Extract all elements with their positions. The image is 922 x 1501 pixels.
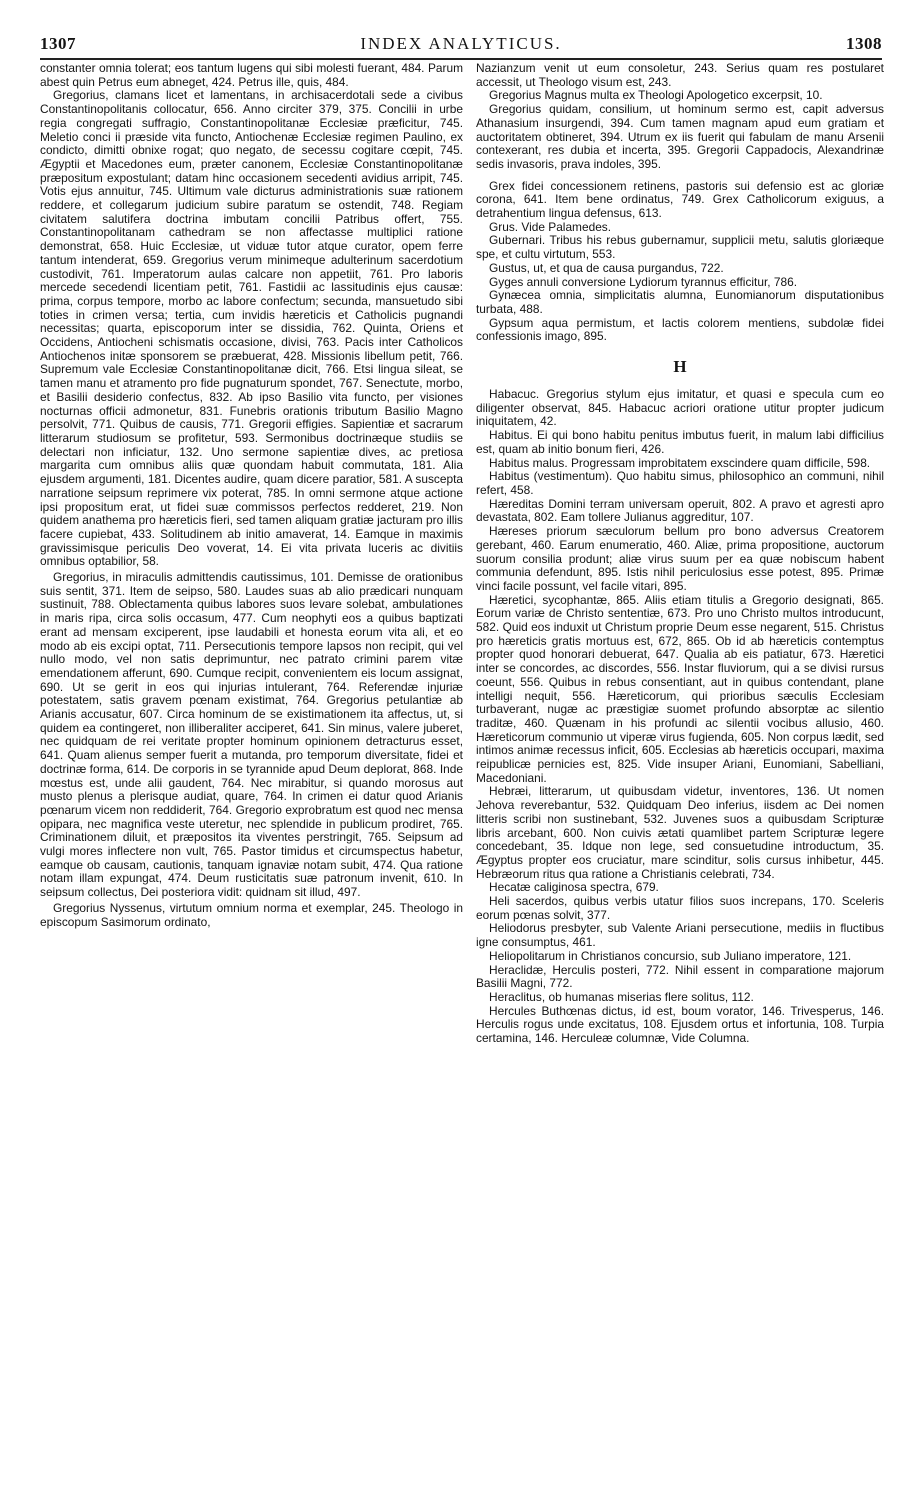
right-column [476,62,884,1046]
index-entry: Hæretici, sycophantæ, 865. Aliis etiam titulis a Gregorio designati, 865. Eorum variæ de Christo sententiæ, 673. Pro uno Christo multos introducunt, 582. Quid eos induxit ut Christum proprie Deum esse negarent, 515. Christus pro hæreticis gratis mortuus est, 672, 865. Ob id ab hæreticis contemptus propter quod honorari debuerat, 647. Qualia ab eis patiatur, 673. Hæretici inter se concordes, ac discordes, 556. Instar fluviorum, qui a se divisi rursus coeunt, 556. Quibus in rebus consentiant, aut in quibus contendant, plane intelligi nequit, 556. Hæreticorum, qui prioribus sæculis Ecclesiam turbaverant, nugæ ac præstigiæ suomet profundo absorptæ ac silentio traditæ, 460. Quænam in his profundi ac silentii vocibus allusio, 460. Hæreticorum communio ut viperæ virus fugienda, 605. Non corpus lædit, sed intimos animæ recessus inficit, 605. Ecclesias ab hæreticis occupari, maxima reipublicæ pernicies est, 825. Vide insuper Ariani, Eunomiani, Sabelliani, Macedoniani. [476,592,884,785]
index-entry: Heraclitus, ob humanas miserias flere solitus, 112. [489,990,754,1004]
index-entry: Hebræi, litterarum, ut quibusdam videtur, inventores, 136. Ut nomen Jehova reverebantur, 532. Quidquam Deo inferius, iisdem ac Dei nomen litteris scribi non sustinebant, 532. Juvenes suos a quibusdam Scripturæ libris arcebant, 600. Non cuivis ætati quamlibet partem Scripturæ legere concedebant, 35. Idque non lege, sed consuetudine introductum, 35. Ægyptus propter eos cruciatur, mare scinditur, solis cursus inhibetur, 445. Hebræorum ritus qua ratione a Christianis celebrati, 734. [476,784,884,881]
index-entry: Grus. Vide Palamedes. [489,219,612,234]
index-entry: Habitus malus. Progressam improbitatem exscindere quam difficile, 598. [489,455,871,470]
index-entry: Nazianzum venit ut eum consoletur, 243. Serius quam res postularet accessit, ut Theologo visum est, 243. [476,61,884,89]
index-entry: Heliopolitarum in Christianos concursio, sub Juliano imperatore, 121. [489,948,852,963]
index-entry: Habitus (vestimentum). Quo habitu simus, philosophico an communi, nihil refert, 458. [476,469,884,497]
index-entry: Habacuc. Gregorius stylum ejus imitatur, et quasi e specula cum eo diligenter observat, 845. Habacuc acriori oratione utitur propter judicum iniquitatem, 42. [476,387,884,429]
index-entry: Gregorius quidam, consilium, ut hominum sermo est, capit adversus Athanasium insurgendi, 394. Cum tamen magnam apud eum gratiam et auctoritatem obtineret, 394. Utrum ex iis fuerit qui fabulam de manu Arsenii contexerant, res dubia et incerta, 395. Gregorii Cappadocis, Alexandrinæ sedis invasoris, prava indoles, 395. [476,102,884,171]
index-entry: Hæreses priorum sæculorum bellum pro bono adversus Creatorem gerebant, 460. Earum enumeratio, 460. Aliæ, prima propositione, auctorum suorum consilia produnt; aliæ virus suum per ea quæ nobiscum habent communia defendunt, 895. Istis nihil periculosius esse potest, 895. Primæ vinci facile possunt, vel facile vitari, 895. [476,524,884,593]
index-entry: Hercules Buthœnas dictus, id est, boum vorator, 146. Trivesperus, 146. Herculis rogus unde excitatus, 108. Ejusdem ortus et infortunia, 108. Turpia certamina, 146. Herculeæ columnæ, Vide Columna. [476,1003,884,1046]
page-number-left: 1307 [40,34,76,53]
index-entry: Hæreditas Domini terram universam operuit, 802. A pravo et agresti apro devastata, 802. Eam tollere Julianus aggreditur, 107. [476,496,884,525]
index-entry: Heliodorus presbyter, sub Valente Ariani persecutione, mediis in fluctibus igne consumptus, 461. [476,921,884,950]
index-entry: Gregorius, in miraculis admittendis cautissimus, 101. Demisse de orationibus suis sentit, 371. Item de seipso, 580. Laudes suas ab alio prædicari nunquam sustinuit, 788. Oblectamenta quibus labores suos levare solebat, ambulationes in maris ripa, circa solis occasum, 477. Cum neophyti eos a quibus baptizati erant ad mensam exciperent, ipse laudabili et honesta eorum vita ali, et eo modo ab eis excipi optat, 711. Persecutionis tempore lapsos non recipit, qui vel nullo modo, vel non satis deprimuntur, nec patrato crimini parem vitæ emendationem afferunt, 690. Cumque recipit, convenientem eis locum assignat, 690. Ut se gerit in eos qui injurias intulerant, 764. Referendæ injuriæ potestatem, satis gravem pœnam existimat, 764. Gregorius petulantiæ ab Arianis accusatur, 607. Circa hominum de se existimationem ita affectus, ut, si quidem ea contingeret, non illiberaliter acciperet, 641. Sin minus, valere juberet, nec quidquam de rei veritate propter hominum opinionem detracturus esset, 641. Quam alienus semper fuerit a mutanda, pro temporum diversitate, fidei et doctrinæ forma, 614. De corporis in se tyrannide apud Deum deplorat, 868. Inde mœstus est, unde alii gaudent, 764. Nec mirabitur, si quando morosus aut musto plenus a plerisque audiat, quare, 764. In crimen ei datur quod Arianis pœnarum vicem non reddiderit, 764. Gregorio exprobratum est quod nec mensa opipara, nec magnifica veste uteretur, nec splendide in publicum prodiret, 765. Criminationem diluit, et præpositos ita viventes perstringit, 765. Seipsum ad vulgi mores inflectere non vult, 765. Pastor timidus et circumspectus habetur, eamque ob causam, cautionis, tanquam ignaviæ notam subit, 474. Qua ratione notam illam expungat, 474. Deum rusticitatis suæ patronum invenit, 610. In seipsum collectus, Dei posteriora vidit: quidnam sit illud, 497. [40,570,463,900]
page-header [40,34,882,56]
page-title: INDEX ANALYTICUS. [360,34,562,53]
index-entry: Habitus. Ei qui bono habitu penitus imbutus fuerit, in malum labi difficilius est, quam ab initio bonum fieri, 426. [476,428,884,456]
index-entry: Gubernari. Tribus his rebus gubernamur, supplicii metu, salutis gloriæque spe, et cultu virtutum, 553. [476,233,884,262]
index-entry: Grex fidei concessionem retinens, pastoris sui defensio est ac gloriæ corona, 641. Item bene ordinatus, 749. Grex Catholicorum exiguus, a detrahentium lingua defensus, 613. [476,178,884,221]
index-entry: Gypsum aqua permistum, et lactis colorem mentiens, subdolæ fidei confessionis imago, 895. [476,315,884,344]
index-entry: Heli sacerdos, quibus verbis utatur filios suos increpans, 170. Sceleris eorum pœnas solvit, 377. [476,894,884,922]
index-entry: Hecatæ caliginosa spectra, 679. [489,880,659,895]
index-entry: Gregorius Magnus multa ex Theologi Apologetico excerpsit, 10. [489,88,823,103]
index-entry: Heraclidæ, Herculis posteri, 772. Nihil essent in comparatione majorum Basilii Magni, 772. [476,962,884,991]
index-entry: Gynæcea omnia, simplicitatis alumna, Eunomianorum disputationibus turbata, 488. [476,288,884,316]
index-entry: Gregorius, clamans licet et lamentans, in archisacerdotali sede a civibus Constantinopolitanis collocatur, 656. Anno circiter 379, 375. Concilii in urbe regia congregati suffragio, Constantinopolitanæ Ecclesiæ præficitur, 745. Meletio conci ii præside vita functo, Antiochenæ Ecclesiæ regimen Paulino, ex condicto, dimitti obnixe rogat; quo negato, de secessu cogitare cœpit, 745. Ægyptii et Macedones eum, præter canonem, Ecclesiæ Constantinopolitanæ præpositum expostulant; datam hinc occasionem secedenti avidius arripit, 745. Votis ejus annuitur, 745. Ultimum vale dicturus administrationis suæ rationem reddere, et collegarum judicium subire paratum se ostendit, 748. Regiam civitatem salutifera doctrina imbutam concilii Patribus offert, 755. Constantinopolitanam cathedram se non affectasse multiplici ratione demonstrat, 658. Huic Ecclesiæ, ut viduæ tutor atque curator, opem ferre tantum intenderat, 659. Gregorius verum minimeque adulterinum sacerdotium custodivit, 761. Imperatorum aulas calcare non appetiit, 761. Pro laboris mercede secedendi licentiam petit, 761. Fastidii ac lassitudinis ejus causæ: prima, corpus tempore, morbo ac labore confectum; secunda, mansuetudo sibi toties in crimen versa; tertia, cum invidis hæreticis et Catholicis pugnandi necessitas; quarta, episcoporum inter se dissidia, 762. Quinta, Oriens et Occidens, Antiocheni schismatis occasione, divisi, 763. Pacis inter Catholicos Antiochenos initæ sponsorem se præbuerat, 428. Missionis libellum petit, 766. Supremum vale Ecclesiæ Constantinopolitanæ dicit, 766. Etsi lingua sileat, se tamen manu et atramento pro fide pugnaturum spondet, 767. Senectute, morbo, et Basilii desiderio confectus, 832. Ab ipso Basilio vita functo, per visiones nocturnas officii admonetur, 831. Funebris orationis tributum Basilio Magno persolvit, 771. Quibus de causis, 771. Gregorii effigies. Sapientiæ et sacrarum litterarum studiosum se profitetur, 593. Sermonibus doctrinæque studiis se delectari non inficiatur, 132. Uno sermone sapientiæ dives, ac pretiosa margarita cum omnibus aliis quæ quondam habuit commutata, 181. Alia ejusdem argumenti, 181. Dicentes audire, quam dicere paratior, 581. A suscepta narratione seipsum reprimere vix poterat, 785. In omni sermone atque actione ipsi propositum erat, ut fidei suæ commissos perfectos redderet, 219. Non quidem anathema pro hæreticis fieri, sed tamen aliquam gratiæ jacturam pro illis facere cupiebat, 433. Solitudinem ab initio amaverat, 14. Eamque in maximis gravissimisque periculis Deo voverat, 14. Ei vita privata luceris ac divitiis omnibus optabilior, 58. [40,88,463,569]
index-entry: constanter omnia tolerat; eos tantum lugens qui sibi molesti fuerant, 484. Parum abest quin Petrus eum abneget, 424. Petrus ille, quis, 484. [40,61,463,89]
header-rule [40,58,882,60]
section-letter: H [673,357,687,377]
index-entry: Gyges annuli conversione Lydiorum tyrannus efficitur, 786. [489,274,798,289]
page-number-right: 1308 [846,34,882,53]
left-column [40,62,463,929]
index-entry: Gustus, ut, et qua de causa purgandus, 722. [489,260,724,275]
index-entry: Gregorius Nyssenus, virtutum omnium norma et exemplar, 245. Theologo in episcopum Sasimorum ordinato, [40,900,463,929]
